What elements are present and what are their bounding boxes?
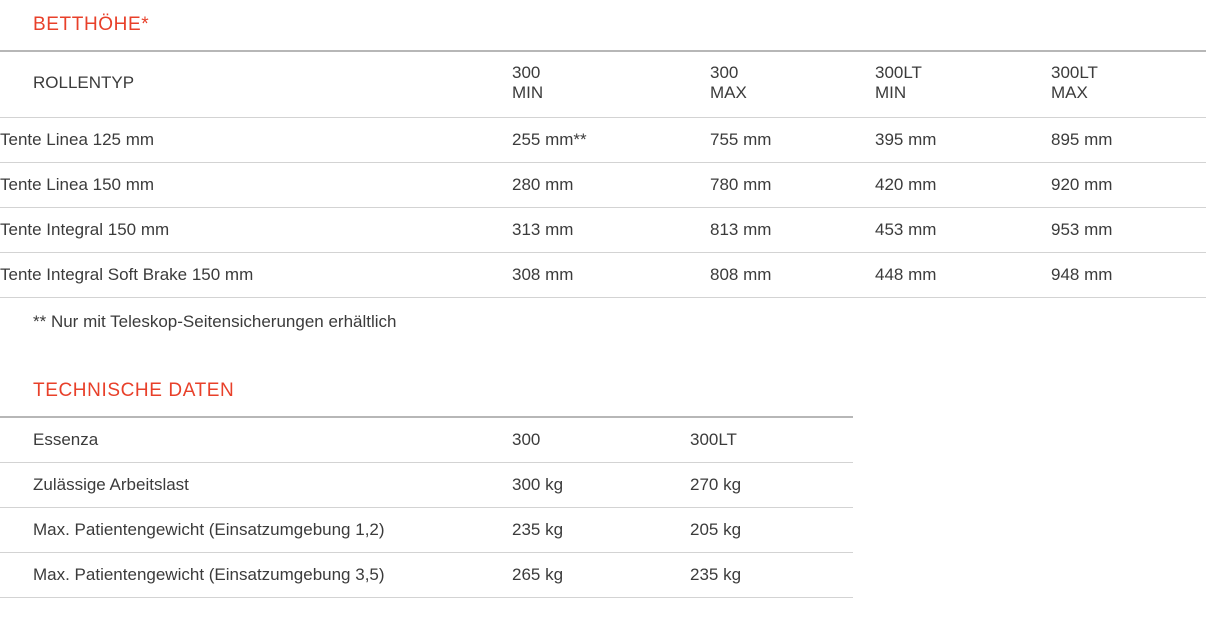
row-value: 953 mm [1051, 220, 1113, 239]
table-header-row [0, 51, 1206, 118]
table-row [0, 417, 853, 463]
row-label: Max. Patientengewicht (Einsatzumgebung 1,2) [33, 520, 385, 539]
row-label: Max. Patientengewicht (Einsatzumgebung 3,5) [33, 565, 385, 584]
row-value: 448 mm [875, 265, 937, 284]
bed-height-footnote: ** Nur mit Teleskop-Seitensicherungen erhältlich [33, 312, 397, 331]
row-value: 308 mm [512, 265, 574, 284]
row-value: 395 mm [875, 130, 937, 149]
header-col-3-line1: 300LT [875, 63, 922, 82]
row-value: 300LT [690, 430, 737, 449]
header-col-3-line2: MIN [875, 83, 907, 102]
row-value: 313 mm [512, 220, 574, 239]
row-value: 948 mm [1051, 265, 1113, 284]
row-value: 235 kg [690, 565, 742, 584]
row-value: 205 kg [690, 520, 742, 539]
header-col-1-line2: MIN [512, 83, 544, 102]
row-value: 813 mm [710, 220, 772, 239]
bed-height-table [0, 50, 1206, 298]
row-value: 300 kg [512, 475, 564, 494]
header-col-1-line1: 300 [512, 63, 541, 82]
row-value: 300 [512, 430, 541, 449]
technical-data-table [0, 416, 853, 598]
row-label: Tente Integral Soft Brake 150 mm [0, 265, 254, 284]
table-row [0, 463, 853, 508]
row-value: 755 mm [710, 130, 772, 149]
header-col-2-line2: MAX [710, 83, 747, 102]
header-col-4-line2: MAX [1051, 83, 1088, 102]
table-row [0, 163, 1206, 208]
header-col-1 [512, 51, 710, 118]
row-value: 280 mm [512, 175, 574, 194]
row-label: Tente Linea 150 mm [0, 175, 155, 194]
table-row [0, 118, 1206, 163]
table-row [0, 553, 853, 598]
row-value: 265 kg [512, 565, 564, 584]
top-spacer [0, 0, 1231, 14]
row-value: 235 kg [512, 520, 564, 539]
table-row [0, 208, 1206, 253]
row-label: Tente Linea 125 mm [0, 130, 155, 149]
header-col-2-line1: 300 [710, 63, 739, 82]
header-col-2 [710, 51, 875, 118]
row-label: Tente Integral 150 mm [0, 220, 170, 239]
row-value: 420 mm [875, 175, 937, 194]
title-gap [0, 36, 1231, 50]
header-col-4 [1051, 51, 1206, 118]
row-value: 920 mm [1051, 175, 1113, 194]
row-label: Zulässige Arbeitslast [33, 475, 189, 494]
row-value: 255 mm** [512, 130, 587, 149]
table-row [0, 508, 853, 553]
row-value: 780 mm [710, 175, 772, 194]
section-title-bed-height: BETTHÖHE* [33, 14, 150, 35]
header-col-3 [875, 51, 1051, 118]
section-technical-data [0, 380, 1231, 598]
section-bed-height [0, 14, 1231, 332]
header-col-4-line1: 300LT [1051, 63, 1098, 82]
row-value: 453 mm [875, 220, 937, 239]
title-gap-2 [0, 402, 1231, 416]
row-label: Essenza [33, 430, 99, 449]
section-title-technical-data: TECHNISCHE DATEN [33, 380, 235, 401]
section-gap [0, 332, 1231, 380]
row-value: 808 mm [710, 265, 772, 284]
table-row [0, 253, 1206, 298]
header-rollentyp: ROLLENTYP [33, 73, 135, 92]
row-value: 895 mm [1051, 130, 1113, 149]
row-value: 270 kg [690, 475, 742, 494]
